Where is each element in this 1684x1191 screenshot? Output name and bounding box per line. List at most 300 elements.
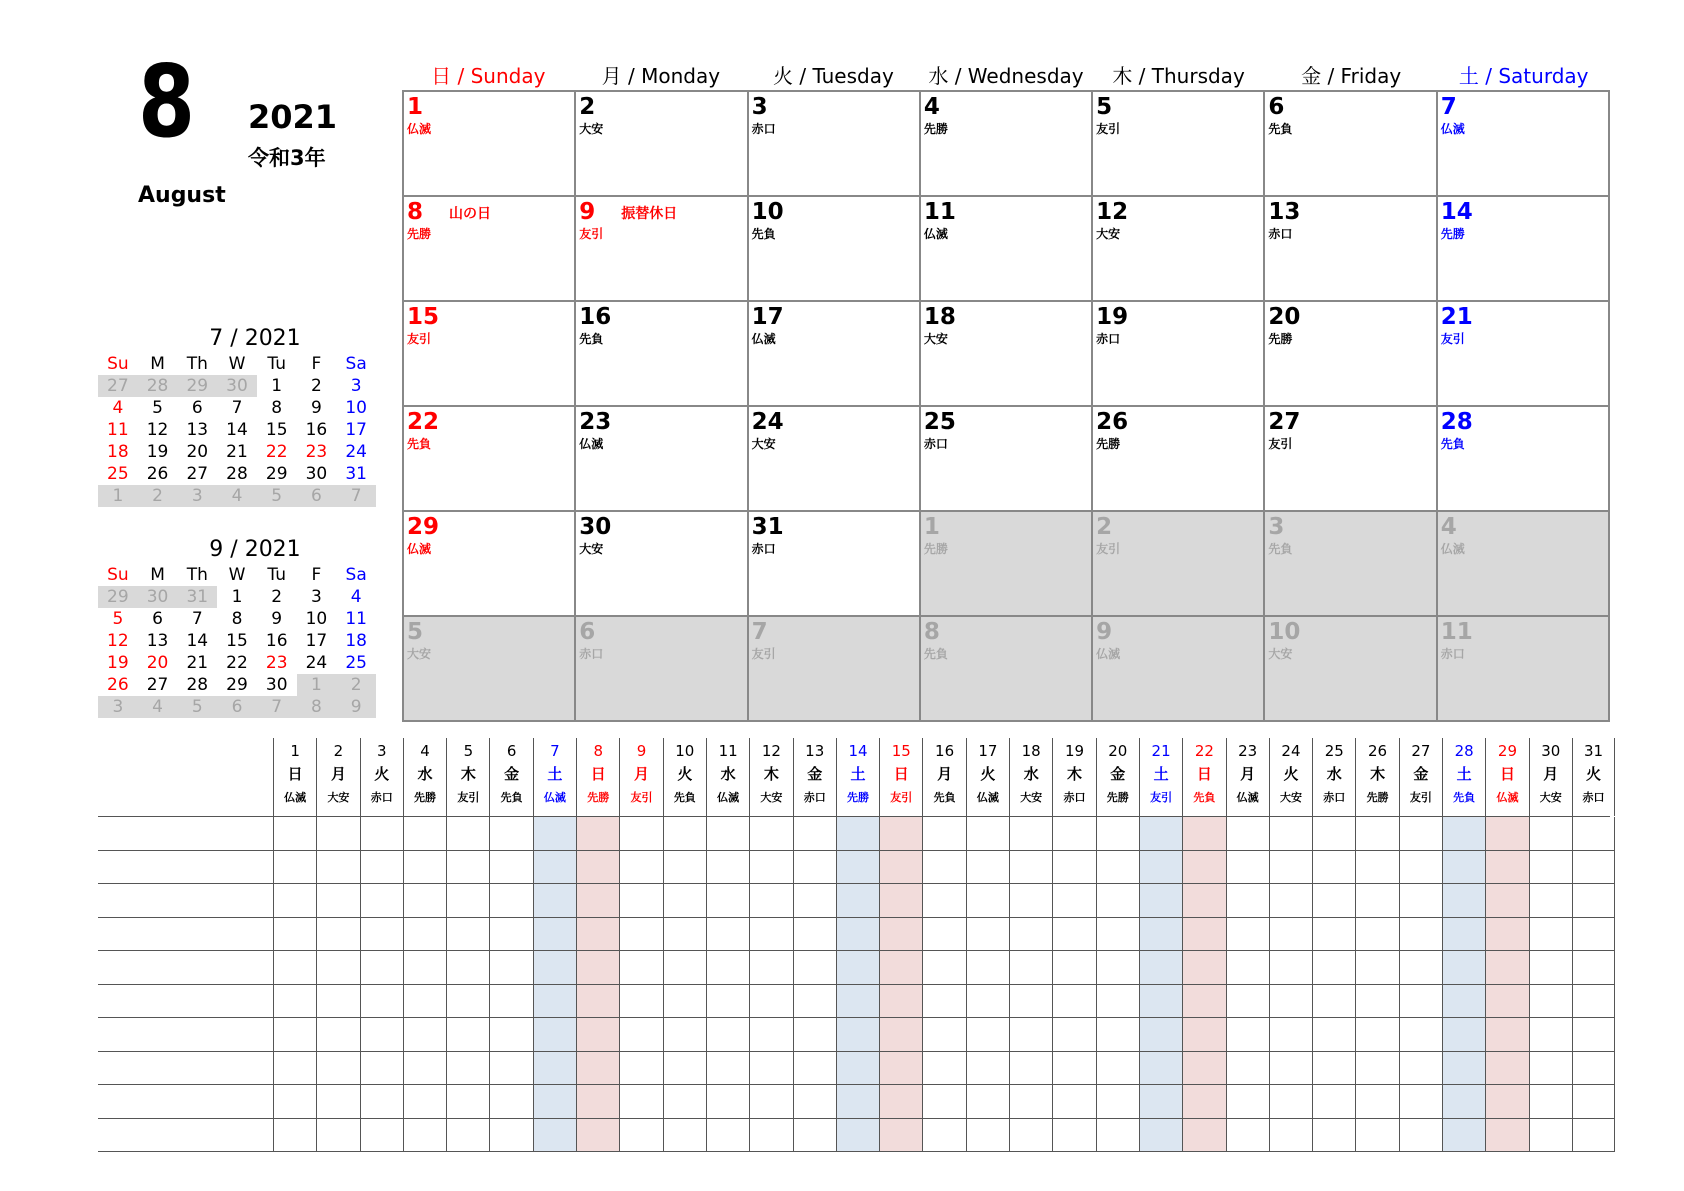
timeline-cell[interactable] <box>1529 817 1572 851</box>
timeline-cell[interactable] <box>403 918 446 952</box>
timeline-row-label-cell[interactable] <box>98 1052 273 1086</box>
timeline-row-label-cell[interactable] <box>98 1018 273 1052</box>
day-cell[interactable] <box>1093 617 1265 722</box>
timeline-cell[interactable] <box>922 1085 965 1119</box>
timeline-cell[interactable] <box>706 1052 749 1086</box>
timeline-cell[interactable] <box>1182 1018 1225 1052</box>
day-cell[interactable] <box>921 617 1093 722</box>
timeline-cell[interactable] <box>1485 1085 1528 1119</box>
timeline-cell[interactable] <box>273 817 316 851</box>
day-cell[interactable] <box>1438 512 1610 617</box>
timeline-cell[interactable] <box>966 985 1009 1019</box>
timeline-cell[interactable] <box>793 951 836 985</box>
timeline-cell[interactable] <box>1529 1119 1572 1153</box>
day-cell[interactable] <box>576 92 748 197</box>
timeline-cell[interactable] <box>1485 918 1528 952</box>
timeline-cell[interactable] <box>533 951 576 985</box>
timeline-cell[interactable] <box>1052 918 1095 952</box>
timeline-cell[interactable] <box>1269 918 1312 952</box>
timeline-cell[interactable] <box>749 884 792 918</box>
timeline-cell[interactable] <box>1182 851 1225 885</box>
timeline-cell[interactable] <box>1096 918 1139 952</box>
day-cell[interactable] <box>1093 197 1265 302</box>
timeline-cell[interactable] <box>1572 1052 1615 1086</box>
timeline-cell[interactable] <box>966 918 1009 952</box>
timeline-cell[interactable] <box>1485 884 1528 918</box>
timeline-cell[interactable] <box>576 884 619 918</box>
timeline-cell[interactable] <box>1009 1018 1052 1052</box>
day-cell[interactable] <box>404 512 576 617</box>
timeline-cell[interactable] <box>879 1052 922 1086</box>
timeline-cell[interactable] <box>922 918 965 952</box>
timeline-cell[interactable] <box>1052 1085 1095 1119</box>
timeline-cell[interactable] <box>273 1018 316 1052</box>
day-cell[interactable] <box>576 302 748 407</box>
timeline-cell[interactable] <box>576 1085 619 1119</box>
day-cell[interactable] <box>404 407 576 512</box>
timeline-cell[interactable] <box>1442 1052 1485 1086</box>
timeline-cell[interactable] <box>749 918 792 952</box>
timeline-cell[interactable] <box>1139 851 1182 885</box>
timeline-cell[interactable] <box>1312 1052 1355 1086</box>
timeline-cell[interactable] <box>836 985 879 1019</box>
timeline-cell[interactable] <box>1529 1018 1572 1052</box>
day-cell[interactable] <box>404 302 576 407</box>
timeline-cell[interactable] <box>922 884 965 918</box>
timeline-cell[interactable] <box>1529 951 1572 985</box>
timeline-cell[interactable] <box>446 1052 489 1086</box>
timeline-cell[interactable] <box>1182 817 1225 851</box>
timeline-cell[interactable] <box>1529 918 1572 952</box>
timeline-cell[interactable] <box>1052 1052 1095 1086</box>
timeline-cell[interactable] <box>446 1119 489 1153</box>
timeline-cell[interactable] <box>1139 884 1182 918</box>
timeline-cell[interactable] <box>360 1119 403 1153</box>
timeline-cell[interactable] <box>1572 985 1615 1019</box>
day-cell[interactable] <box>404 92 576 197</box>
day-cell[interactable] <box>1265 92 1437 197</box>
timeline-cell[interactable] <box>1096 985 1139 1019</box>
timeline-cell[interactable] <box>793 918 836 952</box>
timeline-cell[interactable] <box>619 1119 662 1153</box>
day-cell[interactable] <box>921 197 1093 302</box>
timeline-cell[interactable] <box>1096 1119 1139 1153</box>
day-cell[interactable] <box>749 197 921 302</box>
timeline-cell[interactable] <box>1485 817 1528 851</box>
timeline-cell[interactable] <box>706 918 749 952</box>
timeline-cell[interactable] <box>706 1018 749 1052</box>
timeline-cell[interactable] <box>1269 817 1312 851</box>
timeline-cell[interactable] <box>966 1085 1009 1119</box>
timeline-cell[interactable] <box>619 985 662 1019</box>
timeline-cell[interactable] <box>879 985 922 1019</box>
timeline-cell[interactable] <box>360 1052 403 1086</box>
timeline-cell[interactable] <box>403 985 446 1019</box>
timeline-cell[interactable] <box>836 851 879 885</box>
timeline-cell[interactable] <box>749 985 792 1019</box>
timeline-cell[interactable] <box>836 884 879 918</box>
timeline-cell[interactable] <box>1052 851 1095 885</box>
timeline-cell[interactable] <box>489 1085 532 1119</box>
timeline-cell[interactable] <box>403 884 446 918</box>
timeline-cell[interactable] <box>1572 884 1615 918</box>
timeline-cell[interactable] <box>749 1052 792 1086</box>
day-cell[interactable] <box>576 617 748 722</box>
day-cell[interactable] <box>1438 617 1610 722</box>
timeline-cell[interactable] <box>360 918 403 952</box>
timeline-cell[interactable] <box>1009 985 1052 1019</box>
timeline-cell[interactable] <box>793 1052 836 1086</box>
timeline-cell[interactable] <box>1399 884 1442 918</box>
timeline-cell[interactable] <box>1572 951 1615 985</box>
timeline-cell[interactable] <box>489 1052 532 1086</box>
timeline-cell[interactable] <box>1355 851 1398 885</box>
day-cell[interactable] <box>576 512 748 617</box>
timeline-cell[interactable] <box>1312 817 1355 851</box>
timeline-cell[interactable] <box>273 1085 316 1119</box>
timeline-cell[interactable] <box>619 1085 662 1119</box>
timeline-cell[interactable] <box>1355 1052 1398 1086</box>
timeline-cell[interactable] <box>403 1119 446 1153</box>
timeline-cell[interactable] <box>1096 851 1139 885</box>
timeline-cell[interactable] <box>1529 1052 1572 1086</box>
timeline-cell[interactable] <box>1226 1018 1269 1052</box>
timeline-cell[interactable] <box>533 851 576 885</box>
timeline-cell[interactable] <box>446 985 489 1019</box>
timeline-cell[interactable] <box>663 985 706 1019</box>
timeline-cell[interactable] <box>489 1018 532 1052</box>
timeline-cell[interactable] <box>1442 1119 1485 1153</box>
timeline-cell[interactable] <box>749 851 792 885</box>
timeline-cell[interactable] <box>1442 985 1485 1019</box>
timeline-cell[interactable] <box>836 817 879 851</box>
timeline-cell[interactable] <box>360 951 403 985</box>
timeline-cell[interactable] <box>1399 1085 1442 1119</box>
timeline-cell[interactable] <box>663 851 706 885</box>
timeline-cell[interactable] <box>966 1119 1009 1153</box>
timeline-cell[interactable] <box>1052 817 1095 851</box>
timeline-cell[interactable] <box>1182 951 1225 985</box>
timeline-cell[interactable] <box>1052 985 1095 1019</box>
timeline-cell[interactable] <box>1009 1119 1052 1153</box>
timeline-cell[interactable] <box>1355 1119 1398 1153</box>
timeline-cell[interactable] <box>1226 884 1269 918</box>
timeline-cell[interactable] <box>836 1119 879 1153</box>
timeline-cell[interactable] <box>1355 884 1398 918</box>
timeline-cell[interactable] <box>316 1052 359 1086</box>
timeline-cell[interactable] <box>749 1085 792 1119</box>
timeline-cell[interactable] <box>316 985 359 1019</box>
day-cell[interactable] <box>1438 92 1610 197</box>
timeline-cell[interactable] <box>1096 817 1139 851</box>
timeline-cell[interactable] <box>922 851 965 885</box>
timeline-cell[interactable] <box>663 884 706 918</box>
timeline-cell[interactable] <box>1312 985 1355 1019</box>
day-cell[interactable] <box>921 92 1093 197</box>
timeline-cell[interactable] <box>1529 985 1572 1019</box>
timeline-cell[interactable] <box>836 1018 879 1052</box>
timeline-cell[interactable] <box>1269 1018 1312 1052</box>
timeline-cell[interactable] <box>1009 851 1052 885</box>
timeline-cell[interactable] <box>1355 817 1398 851</box>
timeline-cell[interactable] <box>749 1119 792 1153</box>
timeline-cell[interactable] <box>446 884 489 918</box>
timeline-cell[interactable] <box>1096 1018 1139 1052</box>
timeline-cell[interactable] <box>1312 1119 1355 1153</box>
timeline-cell[interactable] <box>619 951 662 985</box>
timeline-cell[interactable] <box>966 951 1009 985</box>
timeline-cell[interactable] <box>1139 951 1182 985</box>
timeline-cell[interactable] <box>360 1085 403 1119</box>
timeline-cell[interactable] <box>706 851 749 885</box>
timeline-cell[interactable] <box>749 951 792 985</box>
timeline-cell[interactable] <box>1226 817 1269 851</box>
timeline-cell[interactable] <box>1529 1085 1572 1119</box>
timeline-cell[interactable] <box>273 951 316 985</box>
day-cell[interactable] <box>404 617 576 722</box>
timeline-cell[interactable] <box>1312 951 1355 985</box>
timeline-cell[interactable] <box>1312 884 1355 918</box>
timeline-cell[interactable] <box>533 817 576 851</box>
day-cell[interactable] <box>1438 302 1610 407</box>
timeline-cell[interactable] <box>446 1085 489 1119</box>
day-cell[interactable] <box>1438 197 1610 302</box>
timeline-cell[interactable] <box>1052 951 1095 985</box>
timeline-cell[interactable] <box>879 817 922 851</box>
timeline-cell[interactable] <box>1442 884 1485 918</box>
timeline-row-label-cell[interactable] <box>98 1119 273 1153</box>
timeline-cell[interactable] <box>316 951 359 985</box>
timeline-cell[interactable] <box>316 817 359 851</box>
timeline-cell[interactable] <box>706 817 749 851</box>
timeline-cell[interactable] <box>663 1119 706 1153</box>
timeline-cell[interactable] <box>360 884 403 918</box>
timeline-cell[interactable] <box>403 1052 446 1086</box>
timeline-cell[interactable] <box>1442 1085 1485 1119</box>
timeline-cell[interactable] <box>749 1018 792 1052</box>
timeline-cell[interactable] <box>1399 851 1442 885</box>
timeline-cell[interactable] <box>1139 1085 1182 1119</box>
timeline-cell[interactable] <box>922 951 965 985</box>
timeline-cell[interactable] <box>1399 918 1442 952</box>
timeline-cell[interactable] <box>1096 951 1139 985</box>
day-cell[interactable] <box>749 407 921 512</box>
timeline-cell[interactable] <box>922 985 965 1019</box>
day-cell[interactable] <box>1265 512 1437 617</box>
timeline-cell[interactable] <box>879 884 922 918</box>
timeline-cell[interactable] <box>922 1119 965 1153</box>
timeline-cell[interactable] <box>1009 951 1052 985</box>
timeline-cell[interactable] <box>316 884 359 918</box>
timeline-cell[interactable] <box>1139 1119 1182 1153</box>
timeline-cell[interactable] <box>576 1018 619 1052</box>
timeline-cell[interactable] <box>533 1119 576 1153</box>
timeline-row-label-cell[interactable] <box>98 985 273 1019</box>
timeline-cell[interactable] <box>1269 1052 1312 1086</box>
timeline-cell[interactable] <box>706 1119 749 1153</box>
day-cell[interactable] <box>921 512 1093 617</box>
timeline-cell[interactable] <box>706 884 749 918</box>
timeline-cell[interactable] <box>446 918 489 952</box>
timeline-row-label-cell[interactable] <box>98 951 273 985</box>
day-cell[interactable] <box>749 617 921 722</box>
timeline-cell[interactable] <box>1009 884 1052 918</box>
timeline-cell[interactable] <box>619 918 662 952</box>
timeline-cell[interactable] <box>1139 817 1182 851</box>
timeline-cell[interactable] <box>1572 1119 1615 1153</box>
timeline-cell[interactable] <box>1182 985 1225 1019</box>
timeline-cell[interactable] <box>793 817 836 851</box>
timeline-cell[interactable] <box>316 851 359 885</box>
timeline-cell[interactable] <box>403 1018 446 1052</box>
timeline-cell[interactable] <box>663 1052 706 1086</box>
timeline-cell[interactable] <box>1226 918 1269 952</box>
timeline-cell[interactable] <box>1442 918 1485 952</box>
timeline-cell[interactable] <box>619 1018 662 1052</box>
timeline-cell[interactable] <box>360 1018 403 1052</box>
timeline-cell[interactable] <box>576 817 619 851</box>
timeline-cell[interactable] <box>1312 1018 1355 1052</box>
timeline-cell[interactable] <box>1572 1018 1615 1052</box>
timeline-cell[interactable] <box>576 951 619 985</box>
timeline-cell[interactable] <box>793 851 836 885</box>
timeline-cell[interactable] <box>879 851 922 885</box>
timeline-cell[interactable] <box>1572 1085 1615 1119</box>
timeline-cell[interactable] <box>706 1085 749 1119</box>
day-cell[interactable] <box>921 302 1093 407</box>
day-cell[interactable] <box>1265 407 1437 512</box>
timeline-cell[interactable] <box>1139 1052 1182 1086</box>
timeline-cell[interactable] <box>446 817 489 851</box>
timeline-cell[interactable] <box>1529 884 1572 918</box>
timeline-cell[interactable] <box>1399 1018 1442 1052</box>
timeline-cell[interactable] <box>663 951 706 985</box>
timeline-cell[interactable] <box>879 1085 922 1119</box>
timeline-cell[interactable] <box>922 817 965 851</box>
timeline-cell[interactable] <box>1182 1052 1225 1086</box>
timeline-cell[interactable] <box>879 951 922 985</box>
timeline-cell[interactable] <box>1399 985 1442 1019</box>
timeline-cell[interactable] <box>1052 884 1095 918</box>
timeline-cell[interactable] <box>793 884 836 918</box>
timeline-cell[interactable] <box>1182 1085 1225 1119</box>
timeline-cell[interactable] <box>1269 985 1312 1019</box>
timeline-cell[interactable] <box>922 1018 965 1052</box>
day-cell[interactable] <box>576 197 748 302</box>
timeline-cell[interactable] <box>1009 817 1052 851</box>
day-cell[interactable] <box>1438 407 1610 512</box>
timeline-cell[interactable] <box>1355 1085 1398 1119</box>
timeline-cell[interactable] <box>1442 817 1485 851</box>
timeline-cell[interactable] <box>1269 1085 1312 1119</box>
timeline-cell[interactable] <box>1096 1085 1139 1119</box>
timeline-cell[interactable] <box>966 851 1009 885</box>
timeline-cell[interactable] <box>706 951 749 985</box>
timeline-cell[interactable] <box>316 1018 359 1052</box>
timeline-cell[interactable] <box>1399 817 1442 851</box>
timeline-row-label-cell[interactable] <box>98 1085 273 1119</box>
timeline-cell[interactable] <box>1052 1018 1095 1052</box>
timeline-cell[interactable] <box>1312 1085 1355 1119</box>
timeline-cell[interactable] <box>836 951 879 985</box>
day-cell[interactable] <box>749 302 921 407</box>
timeline-cell[interactable] <box>576 985 619 1019</box>
timeline-cell[interactable] <box>706 985 749 1019</box>
timeline-cell[interactable] <box>533 1018 576 1052</box>
timeline-cell[interactable] <box>533 1085 576 1119</box>
timeline-cell[interactable] <box>273 1052 316 1086</box>
timeline-cell[interactable] <box>1485 951 1528 985</box>
day-cell[interactable] <box>576 407 748 512</box>
day-cell[interactable] <box>404 197 576 302</box>
timeline-cell[interactable] <box>1269 1119 1312 1153</box>
timeline-cell[interactable] <box>966 817 1009 851</box>
timeline-cell[interactable] <box>1572 851 1615 885</box>
timeline-cell[interactable] <box>1269 951 1312 985</box>
timeline-row-label-cell[interactable] <box>98 918 273 952</box>
timeline-cell[interactable] <box>1226 1085 1269 1119</box>
timeline-cell[interactable] <box>1485 1018 1528 1052</box>
timeline-cell[interactable] <box>533 985 576 1019</box>
timeline-cell[interactable] <box>360 985 403 1019</box>
timeline-cell[interactable] <box>360 817 403 851</box>
day-cell[interactable] <box>1265 197 1437 302</box>
timeline-cell[interactable] <box>793 1085 836 1119</box>
timeline-cell[interactable] <box>1485 985 1528 1019</box>
timeline-cell[interactable] <box>1139 918 1182 952</box>
timeline-cell[interactable] <box>1355 918 1398 952</box>
timeline-cell[interactable] <box>316 1085 359 1119</box>
day-cell[interactable] <box>1093 92 1265 197</box>
timeline-cell[interactable] <box>533 884 576 918</box>
timeline-cell[interactable] <box>576 1119 619 1153</box>
timeline-cell[interactable] <box>1226 1119 1269 1153</box>
timeline-cell[interactable] <box>836 1052 879 1086</box>
timeline-cell[interactable] <box>489 851 532 885</box>
timeline-cell[interactable] <box>619 817 662 851</box>
timeline-row-label-cell[interactable] <box>98 817 273 851</box>
timeline-cell[interactable] <box>1139 985 1182 1019</box>
timeline-cell[interactable] <box>1269 884 1312 918</box>
timeline-cell[interactable] <box>1052 1119 1095 1153</box>
timeline-cell[interactable] <box>793 1119 836 1153</box>
timeline-cell[interactable] <box>1355 1018 1398 1052</box>
timeline-cell[interactable] <box>1096 1052 1139 1086</box>
timeline-cell[interactable] <box>1355 951 1398 985</box>
day-cell[interactable] <box>1265 617 1437 722</box>
timeline-cell[interactable] <box>663 817 706 851</box>
timeline-cell[interactable] <box>1226 851 1269 885</box>
timeline-cell[interactable] <box>273 851 316 885</box>
timeline-cell[interactable] <box>793 1018 836 1052</box>
timeline-cell[interactable] <box>273 884 316 918</box>
timeline-cell[interactable] <box>1572 817 1615 851</box>
timeline-cell[interactable] <box>1226 985 1269 1019</box>
timeline-cell[interactable] <box>1355 985 1398 1019</box>
timeline-cell[interactable] <box>1312 918 1355 952</box>
timeline-cell[interactable] <box>316 1119 359 1153</box>
timeline-cell[interactable] <box>1399 1052 1442 1086</box>
timeline-cell[interactable] <box>1009 918 1052 952</box>
timeline-cell[interactable] <box>922 1052 965 1086</box>
day-cell[interactable] <box>749 512 921 617</box>
timeline-cell[interactable] <box>403 951 446 985</box>
timeline-cell[interactable] <box>489 1119 532 1153</box>
timeline-cell[interactable] <box>489 951 532 985</box>
timeline-cell[interactable] <box>1485 851 1528 885</box>
timeline-row-label-cell[interactable] <box>98 851 273 885</box>
timeline-cell[interactable] <box>489 817 532 851</box>
